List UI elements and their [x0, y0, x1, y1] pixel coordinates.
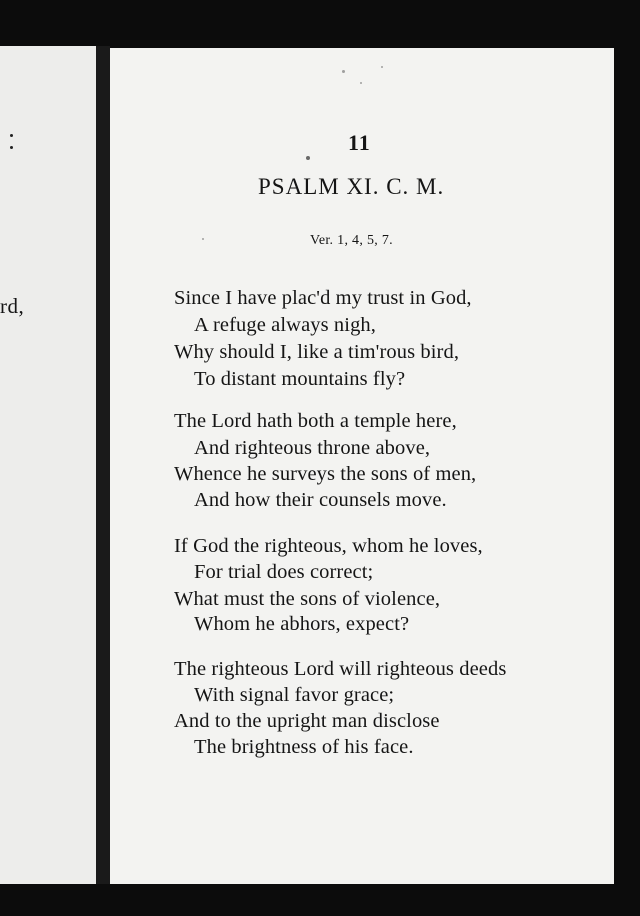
- poem-line: The brightness of his face.: [194, 736, 414, 758]
- poem-line: And to the upright man disclose: [174, 710, 440, 732]
- poem-line: Whence he surveys the sons of men,: [174, 463, 477, 485]
- poem-line: What must the sons of violence,: [174, 588, 441, 610]
- poem-line: To distant mountains fly?: [194, 368, 406, 390]
- poem-line: A refuge always nigh,: [194, 314, 376, 336]
- verse-reference: Ver. 1, 4, 5, 7.: [310, 233, 393, 248]
- page-number: 11: [348, 130, 371, 155]
- poem-line: If God the righteous, whom he loves,: [174, 535, 483, 557]
- poem-line: The Lord hath both a temple here,: [174, 410, 457, 432]
- book-gutter: [96, 46, 110, 884]
- poem-line: Whom he abhors, expect?: [194, 613, 410, 635]
- facing-page-text-fragment: rd,: [0, 294, 25, 318]
- poem-line: Since I have plac'd my trust in God,: [174, 287, 472, 309]
- poem-line: And how their counsels move.: [194, 489, 447, 511]
- ink-speck: [10, 134, 13, 137]
- ink-speck: [202, 238, 204, 240]
- poem-line: With signal favor grace;: [194, 684, 395, 706]
- psalm-title: PSALM XI. C. M.: [258, 174, 445, 199]
- ink-speck: [306, 156, 310, 160]
- poem-line: And righteous throne above,: [194, 437, 431, 459]
- ink-speck: [342, 70, 345, 73]
- facing-page: [0, 46, 96, 884]
- poem-line: The righteous Lord will righteous deeds: [174, 658, 507, 680]
- ink-speck: [381, 66, 383, 68]
- poem-line: For trial does correct;: [194, 561, 374, 583]
- ink-speck: [360, 82, 362, 84]
- poem-line: Why should I, like a tim'rous bird,: [174, 341, 460, 363]
- ink-speck: [10, 146, 13, 149]
